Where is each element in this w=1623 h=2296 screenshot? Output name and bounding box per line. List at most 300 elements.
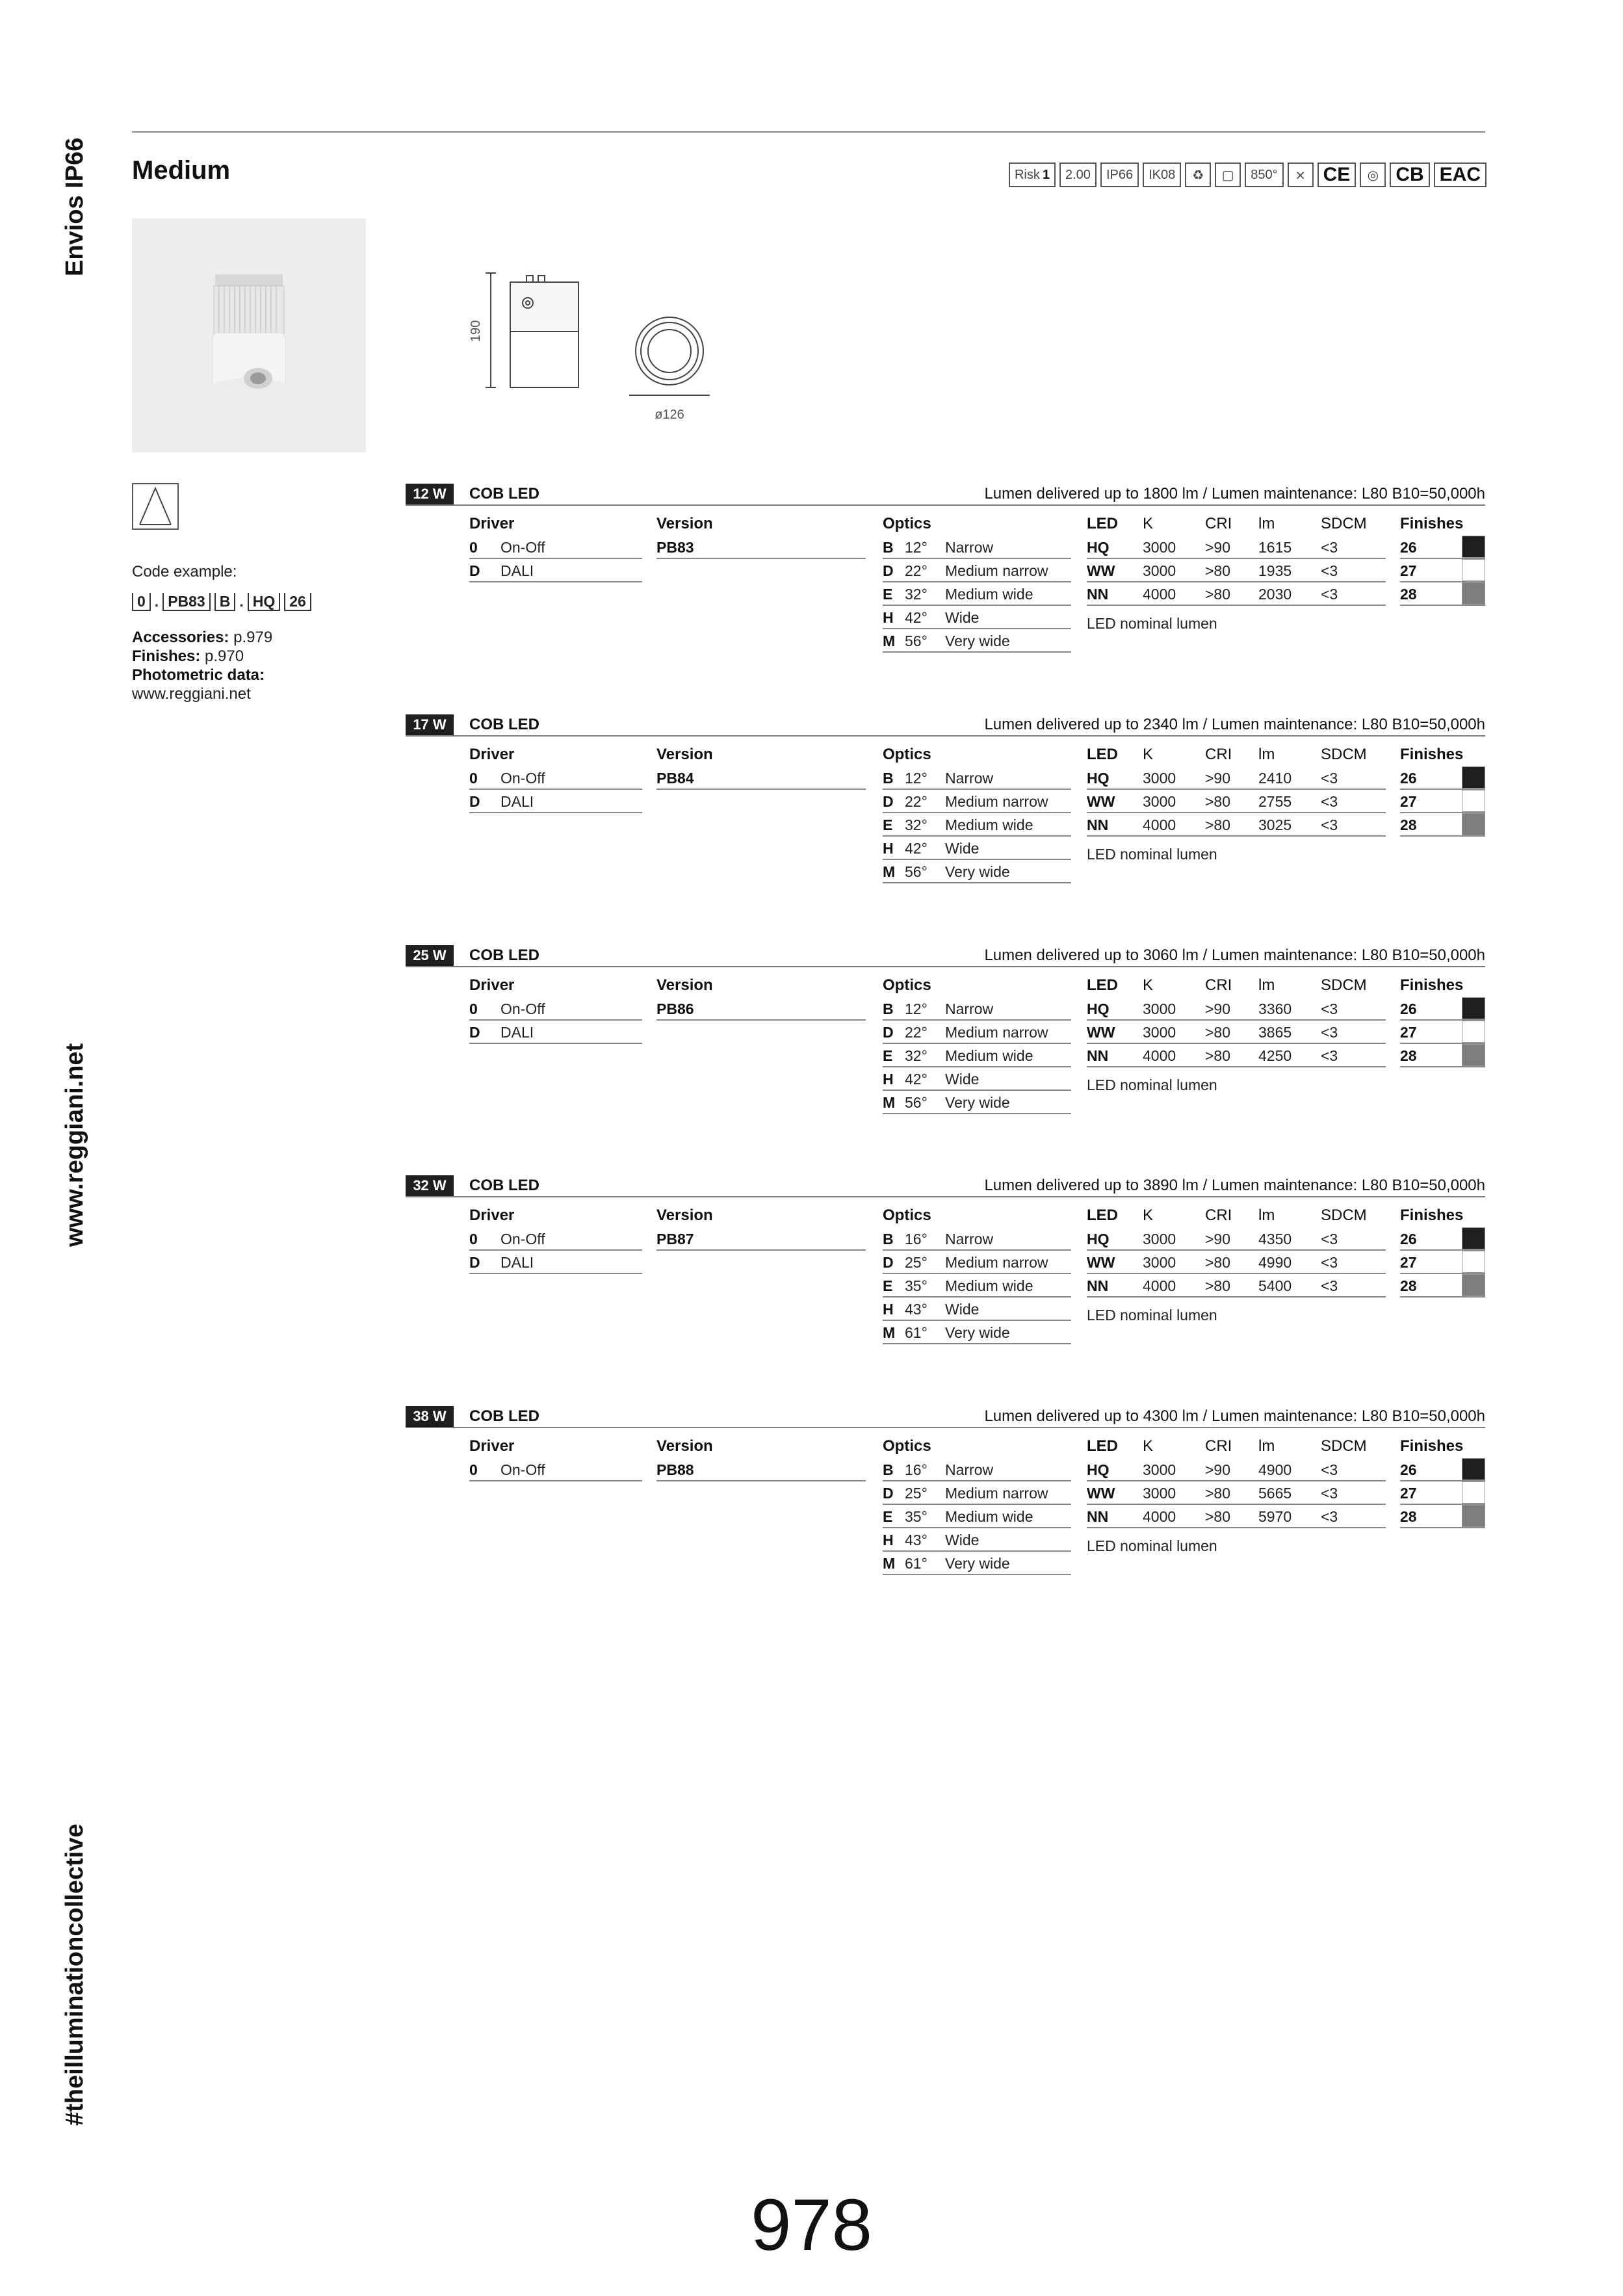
certification-icon xyxy=(1360,163,1386,187)
optic-name: Narrow xyxy=(945,539,994,556)
optic-code: D xyxy=(883,1485,894,1502)
led-lm: 1615 xyxy=(1258,539,1292,556)
led-sdcm: <3 xyxy=(1321,539,1338,556)
certification-label: 850° xyxy=(1251,167,1278,182)
version-column xyxy=(656,1435,866,1481)
driver-option xyxy=(469,559,642,582)
finish-option xyxy=(1400,536,1485,559)
led-header xyxy=(1087,743,1386,766)
optic-code: H xyxy=(883,1301,894,1318)
optic-code: H xyxy=(883,1532,894,1548)
driver-code: 0 xyxy=(469,770,478,787)
optic-angle: 61° xyxy=(905,1555,928,1572)
lumen-info: Lumen delivered up to 1800 lm / Lumen maintenance: L80 B10=50,000h xyxy=(984,485,1485,502)
led-header-cri: CRI xyxy=(1205,746,1232,763)
led-nominal-note: LED nominal lumen xyxy=(1087,1076,1217,1093)
led-header-lm: lm xyxy=(1258,976,1275,994)
optic-option xyxy=(883,1458,1071,1481)
finish-option xyxy=(1400,582,1485,606)
led-cri: >80 xyxy=(1205,1508,1231,1525)
code-part: 0 xyxy=(132,593,151,611)
version-code xyxy=(656,997,866,1021)
optic-code: E xyxy=(883,1508,893,1525)
code-example-parts xyxy=(132,593,311,611)
led-lm: 2755 xyxy=(1258,793,1292,810)
version-code xyxy=(656,1458,866,1481)
optics-column xyxy=(883,1435,1071,1575)
diameter-dimension: ø126 xyxy=(655,408,684,422)
led-header-cri: CRI xyxy=(1205,976,1232,994)
code-example-label: Code example: xyxy=(132,563,237,581)
led-sdcm: <3 xyxy=(1321,1277,1338,1294)
finish-option xyxy=(1400,1251,1485,1274)
light-source: COB LED xyxy=(469,485,539,502)
optics-column xyxy=(883,512,1071,653)
certification-label: 2.00 xyxy=(1065,167,1091,182)
led-header-cri: CRI xyxy=(1205,1207,1232,1224)
optic-angle: 42° xyxy=(905,1071,928,1088)
optics-column xyxy=(883,743,1071,883)
section-header xyxy=(406,1175,1485,1197)
optic-name: Medium narrow xyxy=(945,1485,1048,1502)
certification-label: IP66 xyxy=(1106,167,1134,182)
optic-angle: 56° xyxy=(905,633,928,649)
led-option xyxy=(1087,559,1386,582)
led-header-sdcm: SDCM xyxy=(1321,746,1367,763)
driver-name: DALI xyxy=(500,1254,534,1271)
led-lm: 4250 xyxy=(1258,1047,1292,1064)
optic-code: M xyxy=(883,633,896,649)
light-source: COB LED xyxy=(469,1177,539,1194)
driver-option xyxy=(469,1251,642,1274)
version-header: Version xyxy=(656,746,713,763)
led-sdcm: <3 xyxy=(1321,1047,1338,1064)
optic-angle: 16° xyxy=(905,1231,928,1247)
version-header: Version xyxy=(656,976,713,994)
led-code: WW xyxy=(1087,1254,1115,1271)
led-header-led: LED xyxy=(1087,976,1118,994)
finish-swatch xyxy=(1462,790,1485,812)
finish-code: 27 xyxy=(1400,562,1417,579)
light-source: COB LED xyxy=(469,1407,539,1425)
driver-header: Driver xyxy=(469,1437,515,1455)
finish-swatch xyxy=(1462,1021,1485,1043)
finish-code: 26 xyxy=(1400,539,1417,556)
led-lm: 1935 xyxy=(1258,562,1292,579)
finish-code: 28 xyxy=(1400,816,1417,833)
led-nominal-note: LED nominal lumen xyxy=(1087,846,1217,863)
led-code: HQ xyxy=(1087,770,1110,787)
finishes-column xyxy=(1400,512,1485,606)
led-nominal-note: LED nominal lumen xyxy=(1087,615,1217,632)
certification-icon xyxy=(1009,163,1056,187)
finish-swatch xyxy=(1462,1044,1485,1066)
led-k: 3000 xyxy=(1143,562,1176,579)
driver-option xyxy=(469,790,642,813)
led-k: 3000 xyxy=(1143,770,1176,787)
led-cri: >80 xyxy=(1205,793,1231,810)
driver-code: 0 xyxy=(469,1231,478,1247)
product-section xyxy=(406,1406,1485,1621)
optic-option xyxy=(883,766,1071,790)
led-lm: 4900 xyxy=(1258,1461,1292,1478)
driver-header: Driver xyxy=(469,976,515,994)
certification-icon xyxy=(1185,163,1211,187)
driver-header: Driver xyxy=(469,1207,515,1224)
finish-code: 26 xyxy=(1400,1461,1417,1478)
version-code xyxy=(656,766,866,790)
led-cri: >90 xyxy=(1205,1461,1231,1478)
optic-code: E xyxy=(883,586,893,603)
certification-icon xyxy=(1143,163,1181,187)
led-cri: >80 xyxy=(1205,1254,1231,1271)
led-option xyxy=(1087,1044,1386,1067)
optic-option xyxy=(883,1274,1071,1298)
finish-code: 28 xyxy=(1400,586,1417,603)
optic-name: Narrow xyxy=(945,1461,994,1478)
product-section xyxy=(406,1175,1485,1390)
finish-option xyxy=(1400,1481,1485,1505)
optic-option xyxy=(883,1044,1071,1067)
led-option xyxy=(1087,1505,1386,1528)
led-header-cri: CRI xyxy=(1205,515,1232,532)
led-header-lm: lm xyxy=(1258,1207,1275,1224)
led-lm: 2410 xyxy=(1258,770,1292,787)
version-value: PB86 xyxy=(656,1000,694,1017)
driver-name: DALI xyxy=(500,793,534,810)
led-sdcm: <3 xyxy=(1321,1024,1338,1041)
led-header-sdcm: SDCM xyxy=(1321,515,1367,532)
optic-angle: 61° xyxy=(905,1324,928,1341)
optic-name: Wide xyxy=(945,1071,980,1088)
optic-angle: 56° xyxy=(905,1094,928,1111)
driver-name: DALI xyxy=(500,1024,534,1041)
driver-code: D xyxy=(469,1254,480,1271)
optic-code: B xyxy=(883,1231,894,1247)
code-part: . xyxy=(154,593,159,610)
led-header-k: K xyxy=(1143,976,1154,994)
optics-header: Optics xyxy=(883,976,931,994)
led-code: HQ xyxy=(1087,1461,1110,1478)
driver-option xyxy=(469,1227,642,1251)
led-code: WW xyxy=(1087,1485,1115,1502)
optic-name: Very wide xyxy=(945,633,1010,649)
led-cri: >80 xyxy=(1205,1047,1231,1064)
optic-name: Wide xyxy=(945,840,980,857)
optic-angle: 35° xyxy=(905,1277,928,1294)
led-header xyxy=(1087,1435,1386,1458)
driver-header: Driver xyxy=(469,746,515,763)
optic-option xyxy=(883,629,1071,653)
optic-option xyxy=(883,1227,1071,1251)
led-header-sdcm: SDCM xyxy=(1321,1437,1367,1455)
optic-angle: 25° xyxy=(905,1254,928,1271)
optics-header: Optics xyxy=(883,746,931,763)
finish-code: 28 xyxy=(1400,1508,1417,1525)
finish-option xyxy=(1400,813,1485,837)
certification-label: ⨯ xyxy=(1295,168,1306,183)
driver-name: On-Off xyxy=(500,1231,545,1247)
optic-code: M xyxy=(883,1324,896,1341)
led-option xyxy=(1087,790,1386,813)
optic-name: Narrow xyxy=(945,1000,994,1017)
led-sdcm: <3 xyxy=(1321,1231,1338,1247)
optic-code: H xyxy=(883,840,894,857)
code-part: B xyxy=(214,593,236,611)
led-code: NN xyxy=(1087,1277,1109,1294)
driver-code: D xyxy=(469,1024,480,1041)
led-sdcm: <3 xyxy=(1321,1461,1338,1478)
optic-option xyxy=(883,790,1071,813)
optic-code: B xyxy=(883,1000,894,1017)
certification-label: Risk xyxy=(1014,167,1040,182)
optic-angle: 22° xyxy=(905,562,928,579)
led-k: 4000 xyxy=(1143,1047,1176,1064)
led-option xyxy=(1087,1227,1386,1251)
optic-option xyxy=(883,1481,1071,1505)
optic-angle: 43° xyxy=(905,1301,928,1318)
certification-icon xyxy=(1215,163,1241,187)
optic-name: Medium wide xyxy=(945,1508,1033,1525)
optics-column xyxy=(883,974,1071,1114)
certification-icon xyxy=(1059,163,1097,187)
led-lm: 4990 xyxy=(1258,1254,1292,1271)
led-column xyxy=(1087,974,1386,1094)
optic-code: D xyxy=(883,562,894,579)
product-section xyxy=(406,945,1485,1160)
led-option xyxy=(1087,1481,1386,1505)
optic-option xyxy=(883,582,1071,606)
optic-name: Medium wide xyxy=(945,816,1033,833)
led-sdcm: <3 xyxy=(1321,1000,1338,1017)
led-option xyxy=(1087,1458,1386,1481)
led-option xyxy=(1087,997,1386,1021)
optic-option xyxy=(883,997,1071,1021)
optic-option xyxy=(883,1021,1071,1044)
led-code: HQ xyxy=(1087,539,1110,556)
led-column xyxy=(1087,743,1386,863)
optic-code: H xyxy=(883,609,894,626)
finishes-header: Finishes xyxy=(1400,746,1464,763)
code-part: PB83 xyxy=(162,593,211,611)
optic-angle: 32° xyxy=(905,586,928,603)
led-sdcm: <3 xyxy=(1321,562,1338,579)
certification-value: 1 xyxy=(1042,167,1050,182)
version-value: PB83 xyxy=(656,539,694,556)
height-dimension: 190 xyxy=(469,320,483,342)
optic-option xyxy=(883,1321,1071,1344)
optics-header: Optics xyxy=(883,1437,931,1455)
led-k: 3000 xyxy=(1143,1461,1176,1478)
optic-angle: 12° xyxy=(905,539,928,556)
certification-label: ◎ xyxy=(1367,168,1379,183)
optic-option xyxy=(883,813,1071,837)
driver-name: On-Off xyxy=(500,1000,545,1017)
driver-option xyxy=(469,536,642,559)
optic-name: Very wide xyxy=(945,1324,1010,1341)
finishes-header: Finishes xyxy=(1400,1437,1464,1455)
optic-angle: 25° xyxy=(905,1485,928,1502)
version-column xyxy=(656,512,866,559)
version-column xyxy=(656,743,866,790)
references xyxy=(132,628,272,703)
finishes-column xyxy=(1400,974,1485,1067)
driver-code: D xyxy=(469,793,480,810)
led-k: 3000 xyxy=(1143,539,1176,556)
finish-option xyxy=(1400,997,1485,1021)
driver-code: 0 xyxy=(469,1461,478,1478)
optic-option xyxy=(883,1298,1071,1321)
led-header-led: LED xyxy=(1087,746,1118,763)
led-code: NN xyxy=(1087,1047,1109,1064)
led-code: WW xyxy=(1087,562,1115,579)
finish-code: 27 xyxy=(1400,1485,1417,1502)
finish-option xyxy=(1400,559,1485,582)
led-code: HQ xyxy=(1087,1000,1110,1017)
photometric-value: www.reggiani.net xyxy=(132,685,251,703)
product-section xyxy=(406,484,1485,698)
optic-angle: 32° xyxy=(905,1047,928,1064)
code-part: . xyxy=(239,593,244,610)
optic-option xyxy=(883,860,1071,883)
led-k: 4000 xyxy=(1143,1277,1176,1294)
led-k: 4000 xyxy=(1143,1508,1176,1525)
driver-code: 0 xyxy=(469,1000,478,1017)
driver-code: 0 xyxy=(469,539,478,556)
lumen-info: Lumen delivered up to 4300 lm / Lumen maintenance: L80 B10=50,000h xyxy=(984,1407,1485,1425)
led-cri: >80 xyxy=(1205,816,1231,833)
certification-label: CB xyxy=(1396,164,1424,185)
finish-option xyxy=(1400,1274,1485,1298)
led-column xyxy=(1087,512,1386,633)
led-lm: 3865 xyxy=(1258,1024,1292,1041)
led-k: 3000 xyxy=(1143,1231,1176,1247)
led-lm: 3025 xyxy=(1258,816,1292,833)
led-cri: >90 xyxy=(1205,770,1231,787)
driver-code: D xyxy=(469,562,480,579)
led-header-k: K xyxy=(1143,746,1154,763)
optic-name: Narrow xyxy=(945,1231,994,1247)
section-header xyxy=(406,945,1485,967)
led-option xyxy=(1087,582,1386,606)
optic-code: D xyxy=(883,793,894,810)
optic-code: M xyxy=(883,1094,896,1111)
led-lm: 5665 xyxy=(1258,1485,1292,1502)
finish-swatch xyxy=(1462,582,1485,605)
optic-option xyxy=(883,1251,1071,1274)
optic-angle: 16° xyxy=(905,1461,928,1478)
led-k: 4000 xyxy=(1143,586,1176,603)
finishes-header: Finishes xyxy=(1400,976,1464,994)
driver-name: On-Off xyxy=(500,539,545,556)
finish-code: 26 xyxy=(1400,1000,1417,1017)
led-code: WW xyxy=(1087,793,1115,810)
optic-name: Very wide xyxy=(945,1555,1010,1572)
optic-code: B xyxy=(883,770,894,787)
light-source: COB LED xyxy=(469,946,539,964)
led-column xyxy=(1087,1204,1386,1324)
optic-code: M xyxy=(883,1555,896,1572)
led-lm: 2030 xyxy=(1258,586,1292,603)
certification-icon xyxy=(1318,163,1357,187)
led-k: 3000 xyxy=(1143,793,1176,810)
finish-option xyxy=(1400,1458,1485,1481)
led-k: 3000 xyxy=(1143,1254,1176,1271)
led-k: 4000 xyxy=(1143,816,1176,833)
driver-name: DALI xyxy=(500,562,534,579)
wattage-badge: 12 W xyxy=(406,484,454,504)
finish-option xyxy=(1400,1044,1485,1067)
driver-column xyxy=(469,1435,642,1481)
optic-code: M xyxy=(883,863,896,880)
driver-option xyxy=(469,997,642,1021)
optic-name: Very wide xyxy=(945,1094,1010,1111)
finish-option xyxy=(1400,766,1485,790)
certification-icon xyxy=(1100,163,1139,187)
led-header-sdcm: SDCM xyxy=(1321,976,1367,994)
finish-swatch xyxy=(1462,1227,1485,1249)
code-example xyxy=(132,563,311,611)
version-header: Version xyxy=(656,1207,713,1224)
optic-name: Very wide xyxy=(945,863,1010,880)
finish-option xyxy=(1400,1505,1485,1528)
led-sdcm: <3 xyxy=(1321,1254,1338,1271)
driver-option xyxy=(469,766,642,790)
led-lm: 5400 xyxy=(1258,1277,1292,1294)
driver-column xyxy=(469,743,642,813)
header-rule xyxy=(132,131,1485,133)
finish-swatch xyxy=(1462,1274,1485,1296)
optic-name: Medium wide xyxy=(945,586,1033,603)
driver-header: Driver xyxy=(469,515,515,532)
version-value: PB84 xyxy=(656,770,694,787)
led-cri: >80 xyxy=(1205,1024,1231,1041)
series-side-label: Envios IP66 xyxy=(61,137,88,276)
led-option xyxy=(1087,1274,1386,1298)
led-header-cri: CRI xyxy=(1205,1437,1232,1455)
version-header: Version xyxy=(656,515,713,532)
wattage-badge: 32 W xyxy=(406,1175,454,1196)
accessories-value: p.979 xyxy=(233,629,273,646)
optic-option xyxy=(883,1091,1071,1114)
led-option xyxy=(1087,1251,1386,1274)
led-k: 3000 xyxy=(1143,1485,1176,1502)
optic-option xyxy=(883,536,1071,559)
led-lm: 5970 xyxy=(1258,1508,1292,1525)
finishes-label: Finishes: xyxy=(132,647,201,665)
optic-angle: 42° xyxy=(905,609,928,626)
optic-angle: 22° xyxy=(905,1024,928,1041)
finish-swatch xyxy=(1462,1481,1485,1504)
finish-code: 28 xyxy=(1400,1047,1417,1064)
led-option xyxy=(1087,1021,1386,1044)
optic-code: D xyxy=(883,1254,894,1271)
led-nominal-note: LED nominal lumen xyxy=(1087,1537,1217,1554)
section-header xyxy=(406,1406,1485,1428)
led-header-k: K xyxy=(1143,515,1154,532)
led-header xyxy=(1087,512,1386,536)
certification-label: IK08 xyxy=(1149,167,1176,182)
optic-code: E xyxy=(883,816,893,833)
led-k: 3000 xyxy=(1143,1024,1176,1041)
finishes-value: p.970 xyxy=(205,647,244,665)
led-header-sdcm: SDCM xyxy=(1321,1207,1367,1224)
optic-option xyxy=(883,559,1071,582)
finish-swatch xyxy=(1462,1505,1485,1527)
optic-angle: 56° xyxy=(905,863,928,880)
led-cri: >80 xyxy=(1205,562,1231,579)
optic-name: Medium narrow xyxy=(945,793,1048,810)
